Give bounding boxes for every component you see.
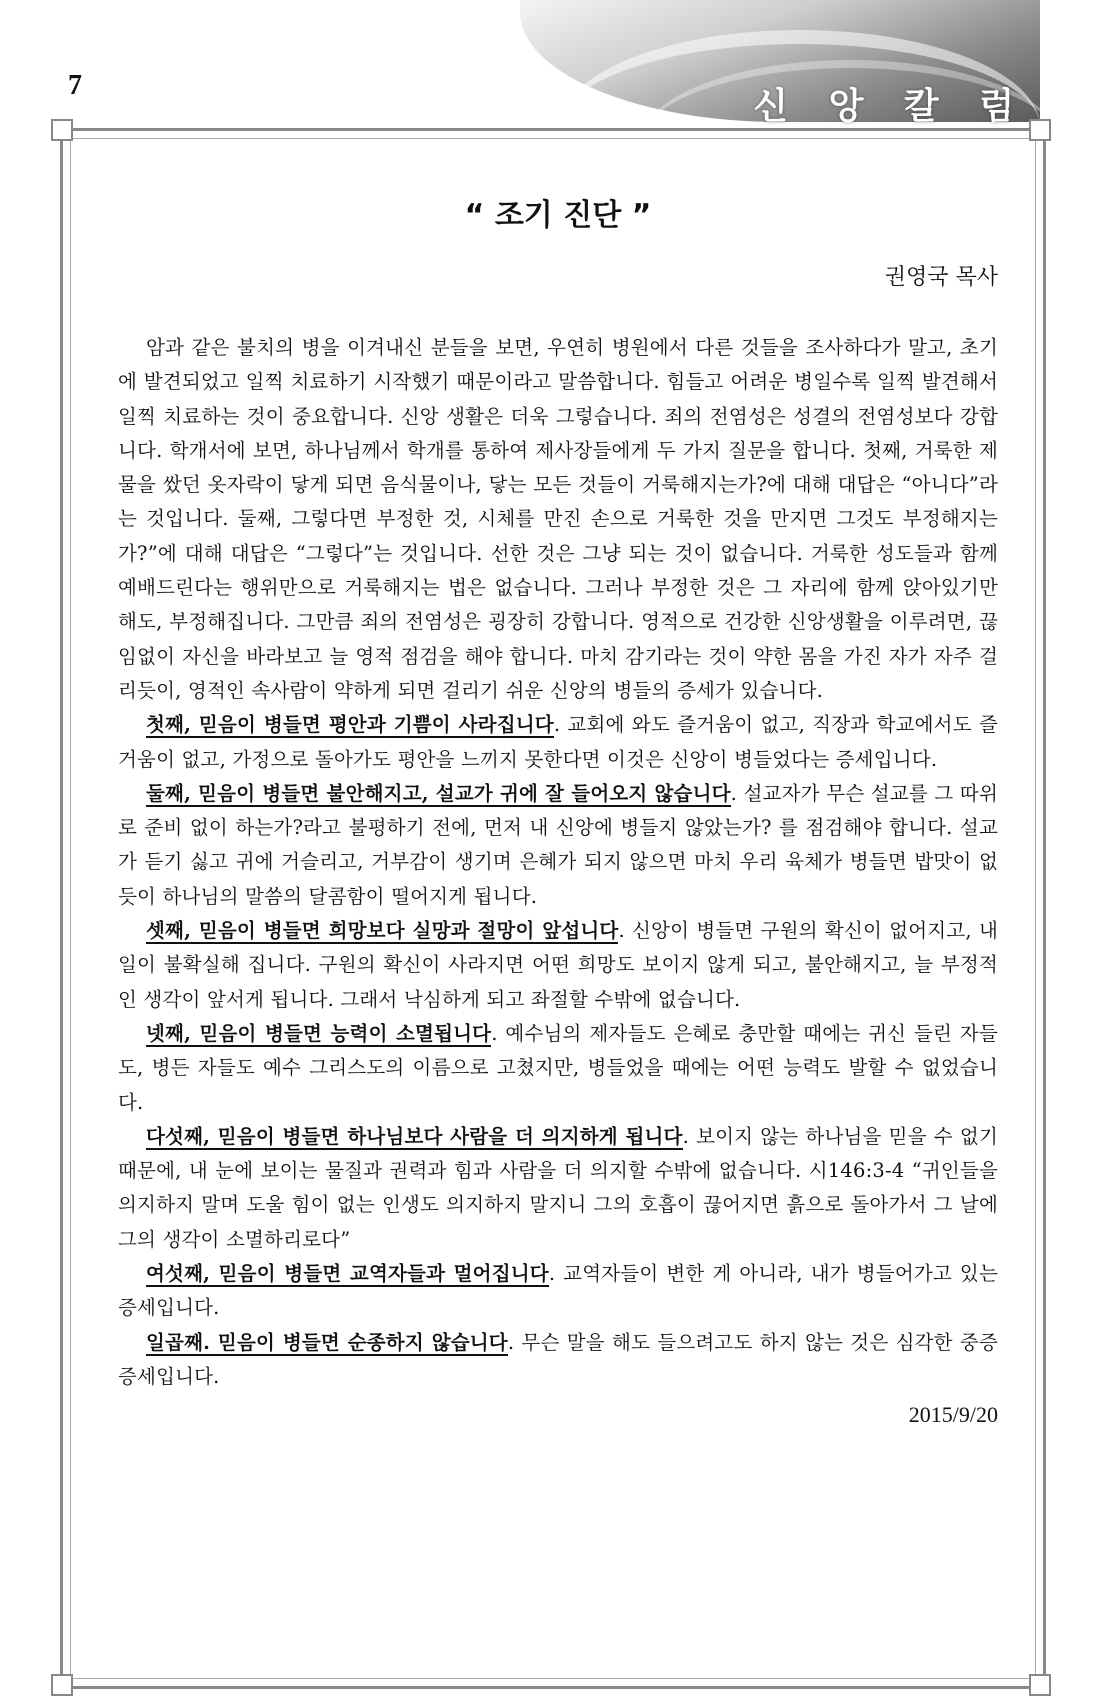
point-heading: 첫째, 믿음이 병들면 평안과 기쁨이 사라집니다 bbox=[146, 713, 554, 737]
point-text: . 무슨 말을 해도 들으려고도 하지 않는 것은 심각한 중증 증세입니다. bbox=[118, 1330, 998, 1388]
point-paragraph bbox=[118, 777, 998, 914]
article-date: 2015/9/20 bbox=[908, 1402, 998, 1428]
point-paragraph bbox=[118, 1017, 998, 1120]
point-heading: 셋째, 믿음이 병들면 희망보다 실망과 절망이 앞섭니다 bbox=[146, 919, 619, 943]
point-paragraph bbox=[118, 708, 998, 777]
article-body bbox=[118, 180, 998, 1428]
point-heading: 일곱째. 믿음이 병들면 순종하지 않습니다 bbox=[146, 1330, 508, 1354]
article-author: 권영국 목사 bbox=[884, 265, 998, 290]
frame-corner-ornament bbox=[51, 1674, 73, 1696]
point-text: . 설교자가 무슨 설교를 그 따위로 준비 없이 하는가?라고 불평하기 전에, 먼저 내 신앙에 병들지 않았는가? 를 점검해야 합니다. 설교가 듣기 싫고 귀에 거슬리고, 거부감이 생기며 은혜가 되지 않으면 마치 우리 육체가 병들면 밥맛이 없듯이 하나님의 말씀의 달콤함이 떨어지게 됩니다. bbox=[118, 781, 998, 908]
intro-paragraph: 암과 같은 불치의 병을 이겨내신 분들을 보면, 우연히 병원에서 다른 것들을 조사하다가 말고, 초기에 발견되었고 일찍 치료하기 시작했기 때문이라고 말씀합니다. 힘들고 어려운 병일수록 일찍 발견해서 일찍 치료하는 것이 중요합니다. 신앙 생활은 더욱 그렇습니다. 죄의 전염성은 성결의 전염성보다 강합니다. 학개서에 보면, 하나님께서 학개를 통하여 제사장들에게 두 가지 질문을 합니다. 첫째, 거룩한 제물을 쌌던 옷자락이 닿게 되면 음식물이나, 닿는 모든 것들이 거룩해지는가?에 대해 대답은 “아니다”라는 것입니다. 둘째, 그렇다면 부정한 것, 시체를 만진 손으로 거룩한 것을 만지면 그것도 부정해지는가?”에 대해 대답은 “그렇다”는 것입니다. 선한 것은 그냥 되는 것이 없습니다. 거룩한 성도들과 함께 예배드린다는 행위만으로 거룩해지는 법은 없습니다. 그러나 부정한 것은 그 자리에 함께 앉아있기만 해도, 부정해집니다. 그만큼 죄의 전염성은 굉장히 강합니다. 영적으로 건강한 신앙생활을 이루려면, 끊임없이 자신을 바라보고 늘 영적 점검을 해야 합니다. 마치 감기라는 것이 약한 몸을 가진 자가 자주 걸리듯이, 영적인 속사람이 약하게 되면 걸리기 쉬운 신앙의 병들의 증세가 있습니다. bbox=[118, 336, 998, 702]
point-paragraph bbox=[118, 1257, 998, 1326]
point-paragraph bbox=[118, 1120, 998, 1257]
frame-corner-ornament bbox=[51, 119, 73, 141]
point-text: . 교회에 와도 즐거움이 없고, 직장과 학교에서도 즐거움이 없고, 가정으로 돌아가도 평안을 느끼지 못한다면 이것은 신앙이 병들었다는 증세입니다. bbox=[118, 713, 999, 771]
point-heading: 여섯째, 믿음이 병들면 교역자들과 멀어집니다 bbox=[146, 1262, 549, 1286]
article-title: “ 조기 진단 ” bbox=[464, 198, 652, 233]
section-title: 신 앙 칼 럼 bbox=[753, 86, 1028, 127]
point-paragraph bbox=[118, 914, 998, 1017]
point-text: . 보이지 않는 하나님을 믿을 수 없기 때문에, 내 눈에 보이는 물질과 권력과 힘과 사람을 더 의지할 수밖에 없습니다. 시146:3-4 “귀인들을 의지하지 말며 도울 힘이 없는 인생도 의지하지 말지니 그의 호흡이 끊어지면 흙으로 돌아가서 그 날에 그의 생각이 소멸하리로다” bbox=[118, 1124, 998, 1251]
point-paragraph bbox=[118, 1326, 998, 1395]
frame-corner-ornament bbox=[1029, 1674, 1051, 1696]
point-text: . 교역자들이 변한 게 아니라, 내가 병들어가고 있는 증세입니다. bbox=[118, 1262, 998, 1320]
frame-corner-ornament bbox=[1029, 119, 1051, 141]
page-number: 7 bbox=[68, 70, 82, 101]
point-text: . 신앙이 병들면 구원의 확신이 없어지고, 내일이 불확실해 집니다. 구원의 확신이 사라지면 어떤 희망도 보이지 않게 되고, 불안해지고, 늘 부정적인 생각이 앞서게 됩니다. 그래서 낙심하게 되고 좌절할 수밖에 없습니다. bbox=[118, 919, 998, 1011]
point-heading: 둘째, 믿음이 병들면 불안해지고, 설교가 귀에 잘 들어오지 않습니다 bbox=[146, 781, 731, 805]
point-text: . 예수님의 제자들도 은혜로 충만할 때에는 귀신 들린 자들도, 병든 자들도 예수 그리스도의 이름으로 고쳤지만, 병들었을 때에는 어떤 능력도 발할 수 없었습니다. bbox=[118, 1021, 998, 1114]
point-heading: 넷째, 믿음이 병들면 능력이 소멸됩니다 bbox=[146, 1021, 492, 1045]
point-heading: 다섯째, 믿음이 병들면 하나님보다 사람을 더 의지하게 됩니다 bbox=[146, 1124, 683, 1148]
